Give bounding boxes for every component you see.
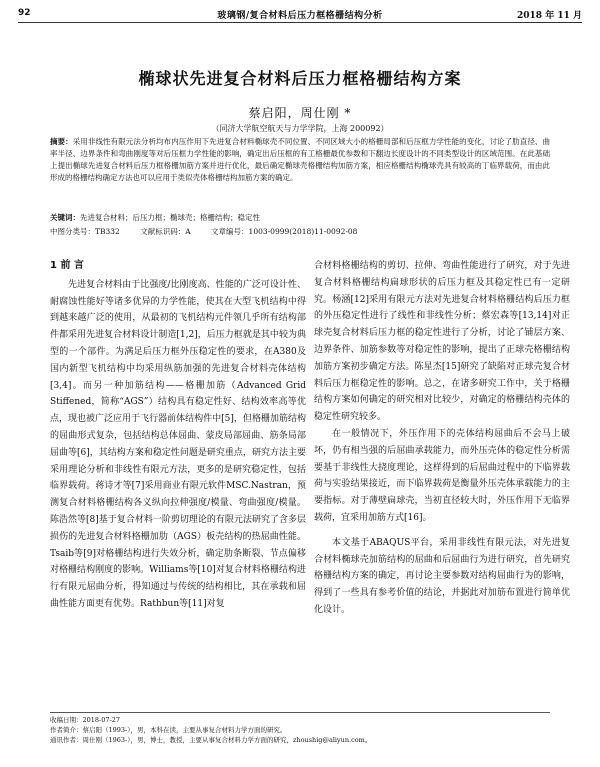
keywords-label: 关键词：: [50, 213, 80, 222]
page-number: 92: [18, 8, 31, 18]
classification-line: [50, 226, 550, 237]
body-paragraph: 在一般情况下，外压作用下的壳体结构屈曲后不会马上破坏，仍有相当强的后屈曲承载能力，而外压壳体的稳定性分析需要基于非线性大挠度理论，这样得到的后屈曲过程中的下临界载荷与实验结果接近，而下临界载荷是衡量外压壳体承载能力的主要指标。对于薄壁扁球壳，当初直径较大时，外压作用下无临界载荷，宜采用加筋方式[16]。: [314, 428, 570, 523]
issue-date: 2018 年 11 月: [517, 11, 582, 21]
footnote-received: 收稿日期：2018-07-27: [50, 716, 120, 724]
abstract-label: 摘要：: [50, 137, 73, 146]
body-paragraph: 本文基于ABAQUS平台，采用非线性有限元法，对先进复合材料椭球壳加筋结构的屈曲和后屈曲行为进行研究，首先研究格栅结构方案的确定，再讨论主要参数对结构屈曲行为的影响，得到了一些具有参考价值的结论，并据此对加筋布置进行简单优化设计。: [314, 537, 570, 615]
affiliation: （同济大学航空航天与力学学院，上海 200092）: [211, 124, 389, 133]
body-paragraph: 先进复合材料由于比强度/比刚度高、性能的广泛可设计性、耐腐蚀性能好等诸多优异的力学性能，使其在大型飞机结构中得到越来越广泛的使用，从最初的飞机结构元件领几乎所有结构部件都采用先进复合材料设计制造[1,2]，后压力框就是其中较为典型的一个部件。为满足后压力框外压稳定性的要求，在A380及国内新型飞机结构中均采用纵筋加强的先进复合材料壳体结构[3,4]。而另一种加筋结构——格栅加筋（Advanced Grid Stiffened，简称“AGS”）结构具有稳定性好、结构效率高等优点，现也被广泛应用于飞行器前体结构件中[5]，但格栅加筋结构的屈曲形式复杂，包括结构总体屈曲、蒙皮局部屈曲、筋条局部屈曲等[6]，其结构方案和稳定性问题是研究重点，研究方法主要采用理论分析和非线性有限元方法，更多的是研究稳定性，包括临界载荷。蒋诗才等[7]采用商业有限元软件MSC.Nastran，预测复合材料格栅结构各义纵向拉伸强度/模量、弯曲强度/模量。陈浩然等[8]基于复合材料一阶剪切理论的有限元法研究了含多层损伤的先进复合材料格栅加肋（AGS）板壳结构的热屈曲性能。Tsaib等[9]对格栅结构进行失效分析，确定肋条断裂、节点偏移对格栅结构刚度的影响。Williams等[10]对复合材料格栅结构进行有限元屈曲分析，得知通过与传统的结构相比，其在承载和屈曲性能方面更有优势。Rathbun等[11]对复: [50, 279, 306, 609]
section-heading: 1 前 言: [50, 260, 84, 271]
clc-number: 中图分类号：TB332: [50, 227, 120, 236]
footnote-author: 作者简介：蔡启阳（1993-），男，本科在读，主要从事复合材料力学方面的研究。: [50, 726, 287, 734]
abstract-text: 采用非线性有限元法分析均布内压作用下先进复合材料椭球壳不同位置、不同区域大小的格栅局部和后压框力学性能的变化，讨论了肋直径、曲率半径、边界条件和弯曲刚度等对后压框力学性能的影响，确定出后压框的有工格栅最优参数和下翻边长度设计的不同类型设计的区域范围。在此基础上提出椭球先进复合材料后压力框格栅加筋方案并进行优化，最后确定椭球壳格栅结构加筋方案，相应格栅结构椭球壳具有较高的丁临界载荷，而由此形成的格栅结构确定方法也可以应用于类似壳体格栅结构加筋方案的确定。: [50, 137, 550, 182]
keywords: [50, 212, 550, 223]
paper-title: 椭球状先进复合材料后压力框格栅结构方案: [138, 69, 462, 88]
abstract: [50, 136, 550, 184]
right-column: [314, 258, 570, 619]
footnotes: [50, 712, 550, 745]
keywords-text: 先进复合材料；后压力框；椭球壳；格栅结构；稳定性: [80, 213, 260, 222]
journal-header: 玻璃钢/复合材料后压力框格栅结构分析: [217, 11, 383, 21]
document-code: 文献标识码：A: [140, 227, 191, 236]
left-column: [50, 258, 306, 613]
running-header: [18, 6, 582, 23]
footnote-corresponding: 通讯作者：周仕刚（1963-），男，博士，教授，主要从事复合材料力学方面的研究，zhoushig@aliyun.com。: [50, 736, 372, 744]
body-paragraph: 合材料格栅结构的剪切、拉伸、弯曲性能进行了研究，对于先进复合材料格栅结构扁球形状的后压力框及其稳定性已有一定研究。杨涵[12]采用有限元方法对先进复合材料格栅结构后压力框的外压稳定性进行了线性和非线性分析；蔡宏森等[13,14]对正球壳复合材料后压力框的稳定性进行了分析，讨论了铺层方案、边界条件、加筋参数等对稳定性的影响，提出了正球壳格栅结构加筋方案初步确定方法。陈星杰[15]研究了缺陷对正球壳复合材料后压力框稳定性的影响。总之，在诸多研究工作中，关于格栅结构方案如何确定的研究相对比较少，对确定的格栅结构壳体的稳定性研究较多。: [314, 261, 570, 423]
authors: 蔡启阳，周仕刚 *: [248, 106, 352, 120]
article-number: 文章编号：1003-0999(2018)11-0092-08: [211, 227, 358, 236]
